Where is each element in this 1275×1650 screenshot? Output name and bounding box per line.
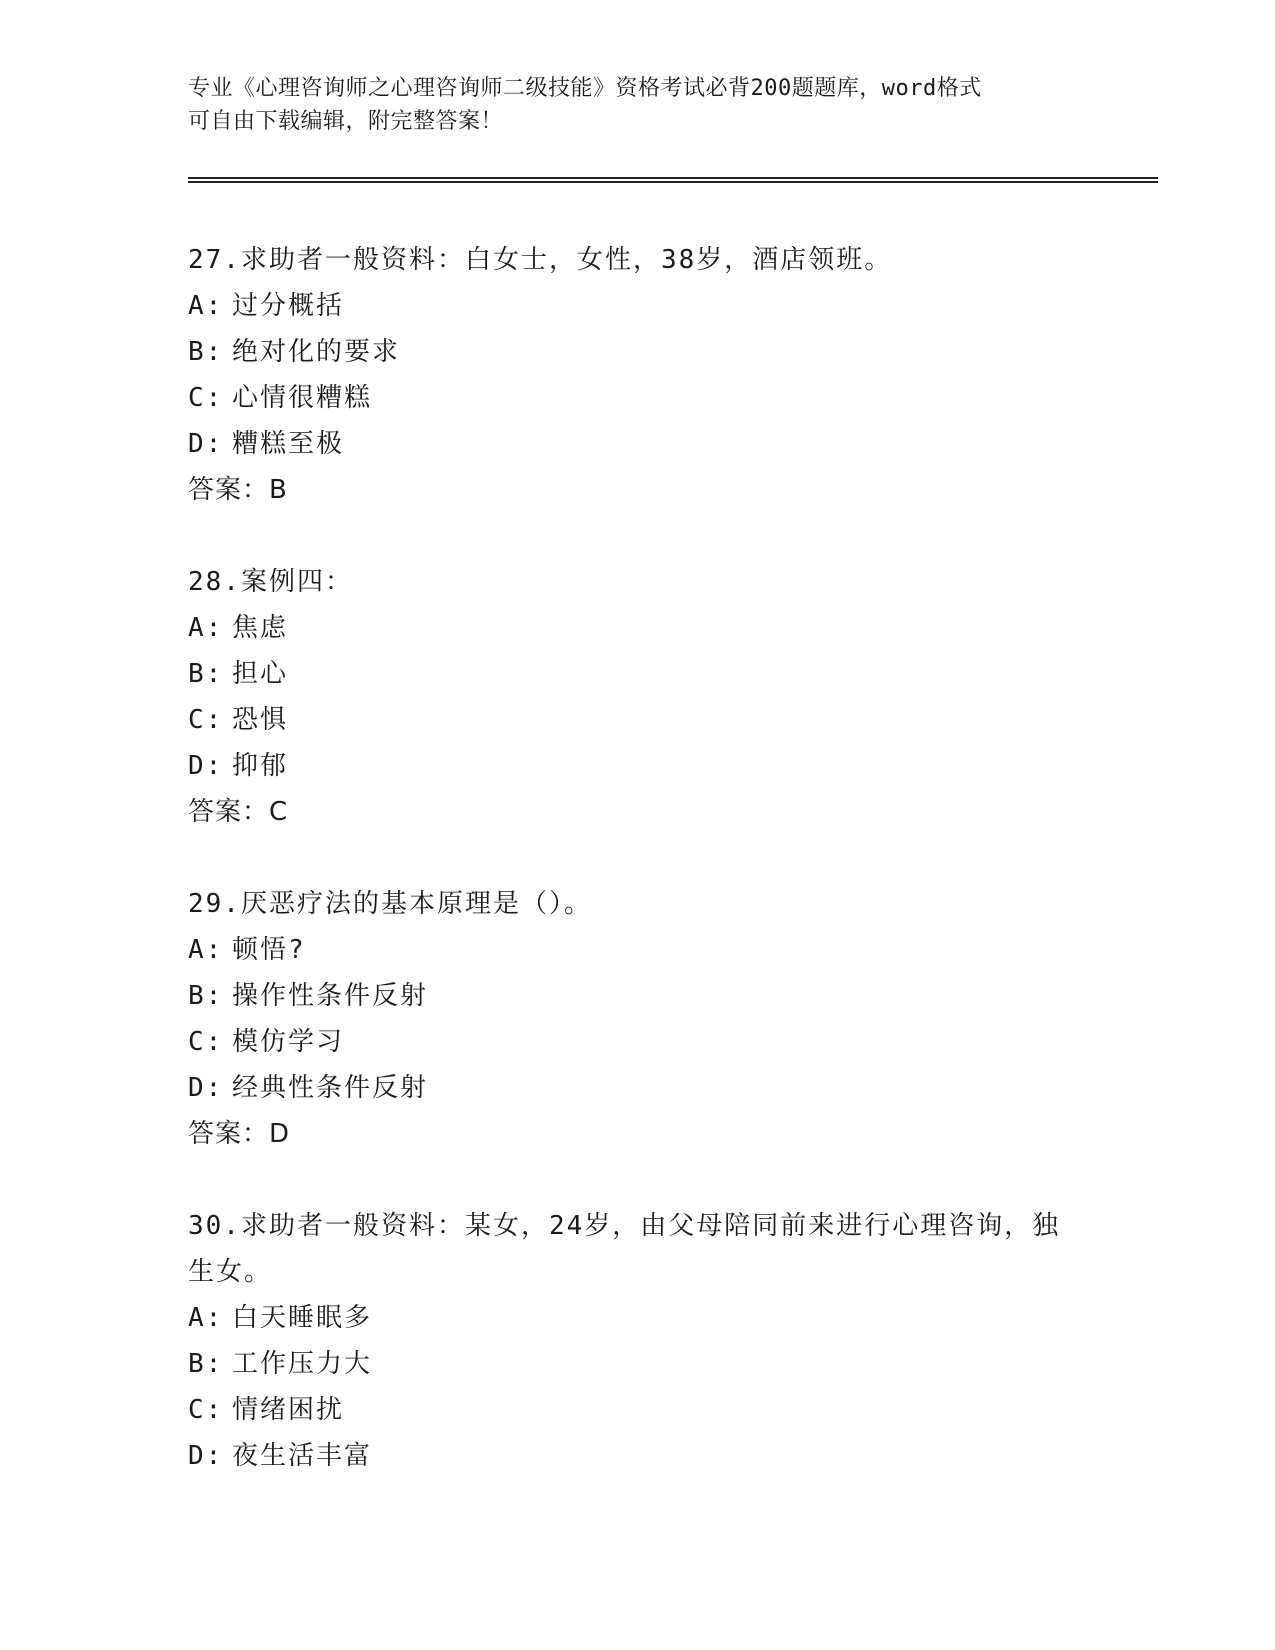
option-text: 模仿学习 bbox=[232, 1027, 345, 1057]
option-text: 工作压力大 bbox=[232, 1349, 373, 1379]
answer-line: 答案：B bbox=[188, 475, 288, 505]
option-text: 情绪困扰 bbox=[232, 1395, 345, 1425]
option-key: D: bbox=[188, 751, 224, 781]
option-key: B: bbox=[188, 981, 224, 1011]
header-divider bbox=[188, 177, 1158, 183]
option-b bbox=[188, 651, 1088, 697]
document-header bbox=[188, 72, 1068, 138]
option-text: 心情很糟糕 bbox=[232, 383, 373, 413]
option-text: 抑郁 bbox=[232, 751, 289, 781]
question-stem: 30.求助者一般资料：某女，24岁，由父母陪同前来进行心理咨询，独生女。 bbox=[188, 1211, 1061, 1287]
option-text: 顿悟? bbox=[232, 935, 306, 965]
option-d bbox=[188, 421, 1088, 467]
option-b bbox=[188, 973, 1088, 1019]
option-text: 恐惧 bbox=[232, 705, 289, 735]
option-key: A: bbox=[188, 613, 224, 643]
option-key: D: bbox=[188, 429, 224, 459]
question-30 bbox=[188, 1203, 1088, 1479]
option-text: 绝对化的要求 bbox=[232, 337, 401, 367]
option-key: C: bbox=[188, 383, 224, 413]
option-a bbox=[188, 605, 1088, 651]
option-d bbox=[188, 1065, 1088, 1111]
question-stem: 29.厌恶疗法的基本原理是（）。 bbox=[188, 889, 592, 919]
option-text: 白天睡眠多 bbox=[232, 1303, 373, 1333]
option-key: D: bbox=[188, 1073, 224, 1103]
option-d bbox=[188, 743, 1088, 789]
option-key: B: bbox=[188, 659, 224, 689]
header-line-2: 可自由下载编辑，附完整答案！ bbox=[188, 109, 504, 134]
option-text: 经典性条件反射 bbox=[232, 1073, 429, 1103]
option-text: 操作性条件反射 bbox=[232, 981, 429, 1011]
question-stem: 28.案例四： bbox=[188, 567, 353, 597]
option-a bbox=[188, 1295, 1088, 1341]
option-b bbox=[188, 1341, 1088, 1387]
option-c bbox=[188, 1019, 1088, 1065]
option-key: B: bbox=[188, 337, 224, 367]
question-27 bbox=[188, 237, 1088, 513]
option-a bbox=[188, 283, 1088, 329]
answer-line: 答案：D bbox=[188, 1119, 291, 1149]
option-text: 糟糕至极 bbox=[232, 429, 345, 459]
option-text: 焦虑 bbox=[232, 613, 289, 643]
option-c bbox=[188, 697, 1088, 743]
option-c bbox=[188, 1387, 1088, 1433]
option-a bbox=[188, 927, 1088, 973]
option-text: 担心 bbox=[232, 659, 289, 689]
question-28 bbox=[188, 559, 1088, 835]
option-key: A: bbox=[188, 935, 224, 965]
option-key: B: bbox=[188, 1349, 224, 1379]
option-d bbox=[188, 1433, 1088, 1479]
option-c bbox=[188, 375, 1088, 421]
option-key: C: bbox=[188, 705, 224, 735]
question-list bbox=[188, 237, 1088, 1525]
question-stem: 27.求助者一般资料：白女士，女性，38岁，酒店领班。 bbox=[188, 245, 893, 275]
answer-line: 答案：C bbox=[188, 797, 289, 827]
option-b bbox=[188, 329, 1088, 375]
question-29 bbox=[188, 881, 1088, 1157]
option-key: A: bbox=[188, 1303, 224, 1333]
header-line-1: 专业《心理咨询师之心理咨询师二级技能》资格考试必背200题题库，word格式 bbox=[188, 76, 982, 101]
option-key: D: bbox=[188, 1441, 224, 1471]
option-text: 过分概括 bbox=[232, 291, 345, 321]
option-key: C: bbox=[188, 1027, 224, 1057]
option-text: 夜生活丰富 bbox=[232, 1441, 373, 1471]
option-key: A: bbox=[188, 291, 224, 321]
option-key: C: bbox=[188, 1395, 224, 1425]
